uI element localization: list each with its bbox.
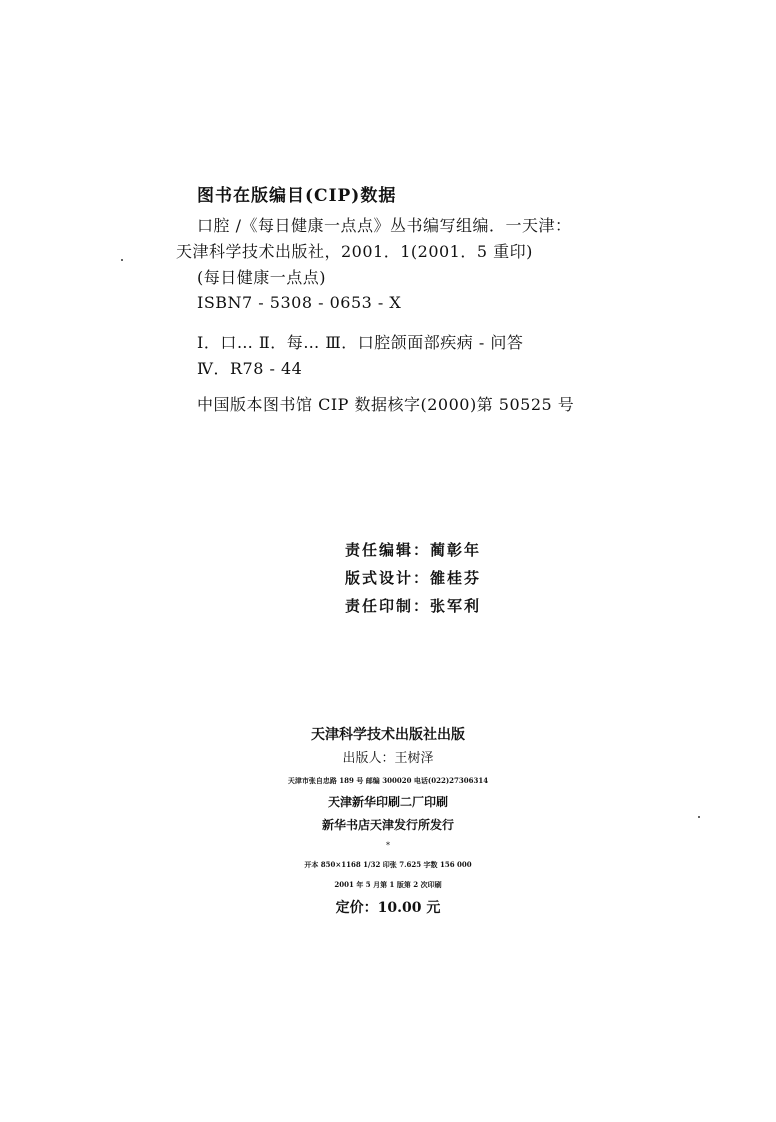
publisher-name: 天津科学技术出版社出版 — [311, 727, 465, 743]
book-format: 开本 850×1168 1/32 印张 7.625 字数 156 000 — [304, 860, 472, 869]
separator-star: * — [386, 841, 390, 850]
scan-speck — [698, 816, 700, 818]
credit-designer: 版式设计：雒桂芬 — [345, 569, 482, 587]
cip-line-subjects: Ⅰ．口… Ⅱ．每… Ⅲ．口腔颌面部疾病 - 问答 — [197, 333, 524, 352]
edition-info: 2001 年 5 月第 1 版第 2 次印刷 — [334, 880, 442, 889]
printer: 天津新华印刷二厂印刷 — [327, 795, 448, 809]
distributor: 新华书店天津发行所发行 — [321, 818, 454, 832]
cip-heading: 图书在版编目(CIP)数据 — [197, 186, 397, 206]
credit-printing: 责任印制：张军利 — [345, 597, 482, 615]
cip-line-isbn: ISBN7 - 5308 - 0653 - X — [197, 293, 402, 312]
cip-line-record-number: 中国版本图书馆 CIP 数据核字(2000)第 50525 号 — [197, 395, 575, 414]
cip-line-classification: Ⅳ．R78 - 44 — [197, 359, 303, 378]
publisher-person: 出版人：王树泽 — [342, 751, 434, 766]
publisher-address: 天津市张自忠路 189 号 邮编 300020 电话(022)27306314 — [287, 776, 489, 785]
price: 定价：10.00 元 — [335, 900, 441, 916]
credit-editor: 责任编辑：蔺彰年 — [345, 541, 482, 559]
credits-block — [345, 536, 545, 620]
publication-info — [0, 723, 776, 921]
cip-line-publisher: 天津科学技术出版社，2001．1(2001．5 重印) — [176, 242, 533, 261]
cip-line-title: 口腔 /《每日健康一点点》丛书编写组编．一天津： — [197, 216, 572, 235]
cip-line-series: (每日健康一点点) — [197, 268, 326, 287]
scan-speck — [121, 259, 123, 261]
